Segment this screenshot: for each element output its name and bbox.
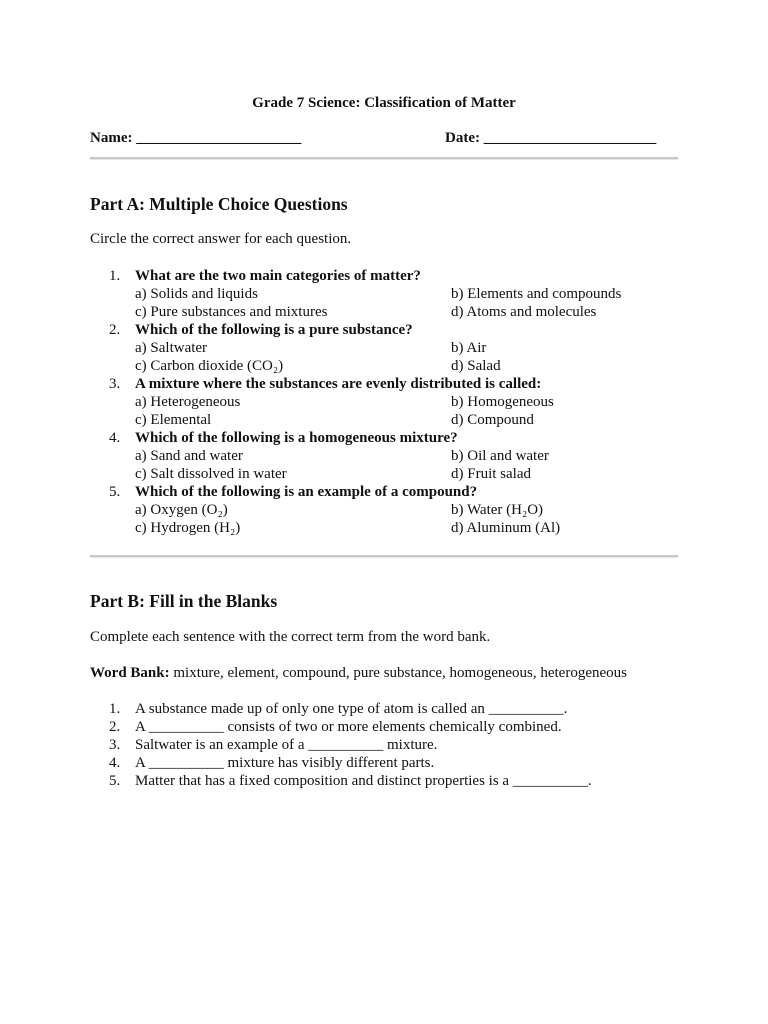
blank-number: 4. bbox=[109, 755, 121, 771]
fill-in-blanks-list bbox=[90, 700, 678, 790]
blank-item bbox=[90, 754, 678, 772]
question-text: Which of the following is an example of a compound? bbox=[135, 484, 478, 500]
option-row bbox=[135, 303, 678, 321]
divider bbox=[90, 555, 678, 558]
question-number: 3. bbox=[109, 376, 121, 392]
option-d: d) Compound bbox=[451, 412, 534, 428]
blank-item bbox=[90, 700, 678, 718]
blank-sentence: Matter that has a fixed composition and distinct properties is a __________. bbox=[135, 773, 592, 789]
blank-sentence: A __________ mixture has visibly different parts. bbox=[135, 755, 435, 771]
divider bbox=[90, 157, 678, 160]
option-d: d) Salad bbox=[451, 358, 501, 374]
option-a: a) Sand and water bbox=[135, 448, 243, 464]
question-number: 5. bbox=[109, 484, 121, 500]
blank-number: 2. bbox=[109, 719, 121, 735]
part-b-instruction: Complete each sentence with the correct term from the word bank. bbox=[90, 629, 491, 645]
option-a: a) Heterogeneous bbox=[135, 394, 241, 410]
question-item bbox=[90, 429, 678, 483]
name-date-row bbox=[90, 129, 678, 147]
option-c: c) Carbon dioxide (CO₂) bbox=[135, 358, 284, 374]
option-row bbox=[135, 465, 678, 483]
option-row bbox=[135, 501, 678, 519]
option-row bbox=[135, 339, 678, 357]
option-b: b) Oil and water bbox=[451, 448, 549, 464]
part-a-instruction: Circle the correct answer for each question. bbox=[90, 231, 352, 247]
question-text: What are the two main categories of matter? bbox=[135, 268, 421, 284]
option-c: c) Hydrogen (H₂) bbox=[135, 520, 241, 536]
blank-number: 3. bbox=[109, 737, 121, 753]
option-c: c) Elemental bbox=[135, 412, 212, 428]
option-b: b) Elements and compounds bbox=[451, 286, 622, 302]
word-bank-terms: mixture, element, compound, pure substance, homogeneous, heterogeneous bbox=[169, 665, 627, 681]
option-b: b) Water (H₂O) bbox=[451, 502, 544, 518]
option-d: d) Aluminum (Al) bbox=[451, 520, 561, 536]
option-row bbox=[135, 519, 678, 537]
question-number: 4. bbox=[109, 430, 121, 446]
blank-sentence: Saltwater is an example of a __________ mixture. bbox=[135, 737, 438, 753]
option-a: a) Saltwater bbox=[135, 340, 208, 356]
word-bank bbox=[90, 664, 678, 682]
question-text: A mixture where the substances are evenly distributed is called: bbox=[135, 376, 542, 392]
blank-sentence: A substance made up of only one type of atom is called an __________. bbox=[135, 701, 568, 717]
option-a: a) Solids and liquids bbox=[135, 286, 258, 302]
name-field: Name: ______________________ bbox=[90, 130, 302, 146]
option-row bbox=[135, 357, 678, 375]
blank-item bbox=[90, 772, 678, 790]
part-a-heading: Part A: Multiple Choice Questions bbox=[90, 194, 348, 214]
question-item bbox=[90, 267, 678, 321]
word-bank-label: Word Bank: bbox=[90, 665, 170, 681]
option-a: a) Oxygen (O₂) bbox=[135, 502, 228, 518]
option-row bbox=[135, 411, 678, 429]
question-item bbox=[90, 483, 678, 537]
question-text: Which of the following is a homogeneous mixture? bbox=[135, 430, 458, 446]
question-item bbox=[90, 375, 678, 429]
question-text: Which of the following is a pure substance? bbox=[135, 322, 413, 338]
blank-number: 5. bbox=[109, 773, 121, 789]
option-d: d) Fruit salad bbox=[451, 466, 531, 482]
option-d: d) Atoms and molecules bbox=[451, 304, 597, 320]
option-c: c) Pure substances and mixtures bbox=[135, 304, 328, 320]
option-b: b) Homogeneous bbox=[451, 394, 554, 410]
option-b: b) Air bbox=[451, 340, 487, 356]
question-number: 1. bbox=[109, 268, 121, 284]
worksheet-page bbox=[90, 94, 678, 790]
multiple-choice-list bbox=[90, 267, 678, 537]
blank-number: 1. bbox=[109, 701, 121, 717]
blank-item bbox=[90, 718, 678, 736]
worksheet-title: Grade 7 Science: Classification of Matter bbox=[252, 95, 516, 111]
question-number: 2. bbox=[109, 322, 121, 338]
option-row bbox=[135, 285, 678, 303]
blank-sentence: A __________ consists of two or more elements chemically combined. bbox=[135, 719, 562, 735]
part-b-heading: Part B: Fill in the Blanks bbox=[90, 591, 278, 611]
question-item bbox=[90, 321, 678, 375]
option-row bbox=[135, 447, 678, 465]
date-field: Date: _______________________ bbox=[445, 130, 657, 146]
blank-item bbox=[90, 736, 678, 754]
option-c: c) Salt dissolved in water bbox=[135, 466, 287, 482]
option-row bbox=[135, 393, 678, 411]
